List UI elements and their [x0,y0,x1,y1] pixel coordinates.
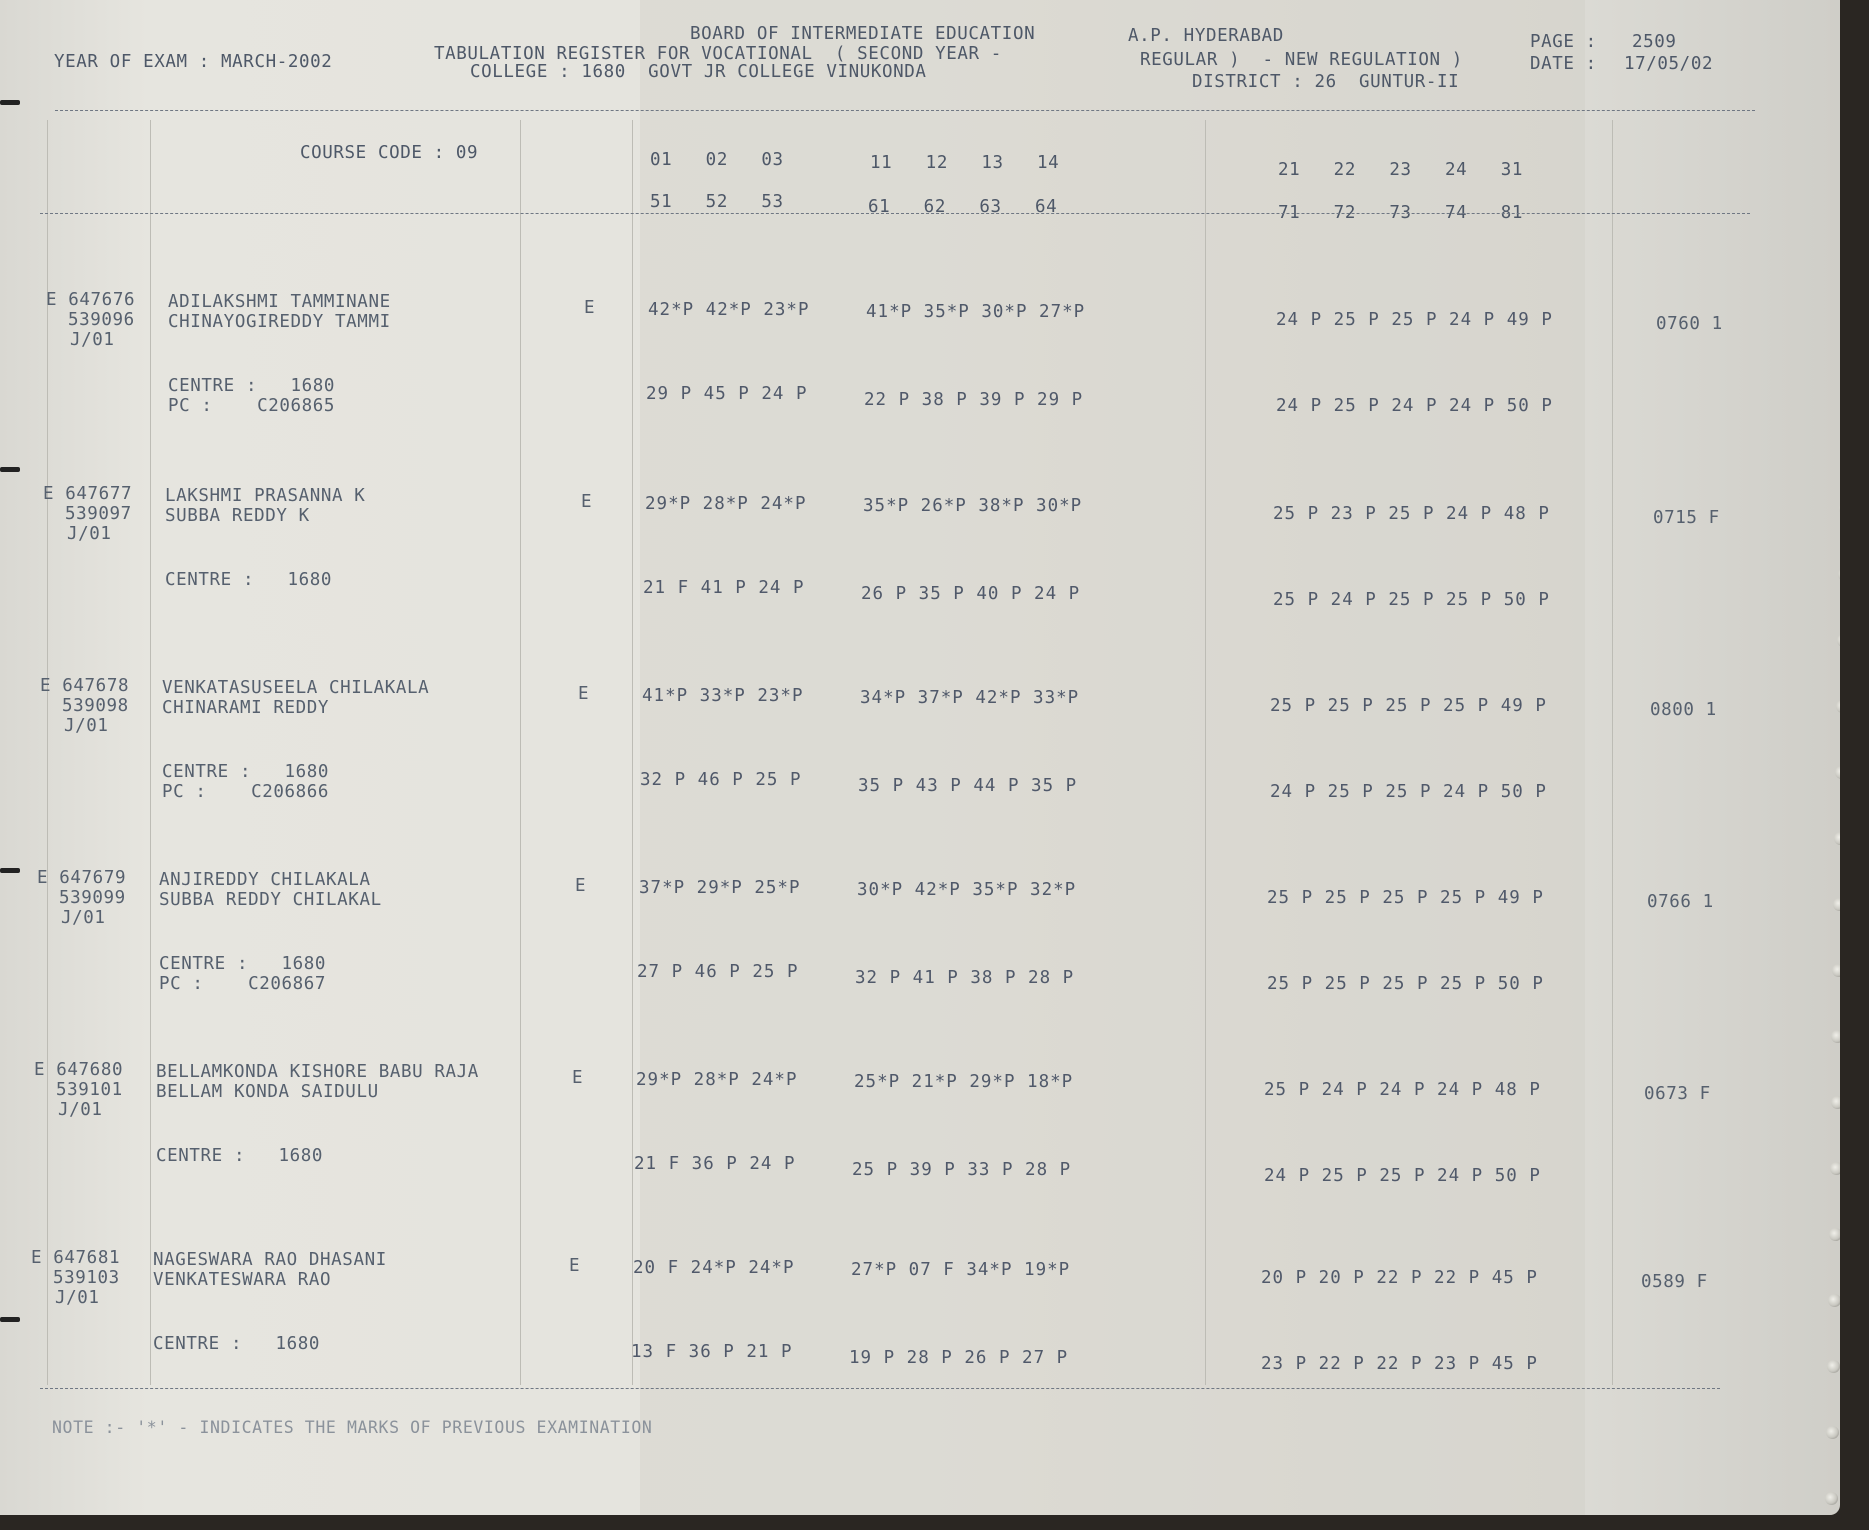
page-label: PAGE : [1530,32,1597,52]
feed-hole [1829,1228,1840,1241]
marks-year1-part2: 35*P 26*P 38*P 30*P [863,496,1083,516]
year-of-exam: YEAR OF EXAM : MARCH-2002 [54,52,333,72]
marks-year2-part3: 25 P 25 P 25 P 25 P 50 P [1267,974,1544,994]
marks-year2-part1: 29 P 45 P 24 P [646,384,808,404]
marks-year1-part3: 25 P 25 P 25 P 25 P 49 P [1270,696,1547,716]
feed-hole [1838,568,1840,581]
footer-note: NOTE :- '*' - INDICATES THE MARKS OF PREVIOUS EXAMINATION [52,1418,653,1437]
exam-centre: CENTRE : 1680 [159,954,327,974]
feed-hole [1825,1492,1838,1505]
column-rule [520,120,521,1385]
date: 17/05/02 [1624,54,1714,74]
marks-year1-part3: 25 P 25 P 25 P 25 P 49 P [1267,888,1544,908]
subject-codes-2a: 51 52 53 [650,192,784,212]
father-name: CHINARAMI REDDY [162,698,330,718]
feed-hole [1828,1294,1840,1307]
feed-hole [1832,964,1840,977]
binding-mark [0,467,20,472]
register-no: 539098 [62,696,129,716]
pc-number: PC : C206865 [168,396,336,416]
grand-total-result: 0673 F [1644,1084,1711,1104]
student-name: VENKATASUSEELA CHILAKALA [162,678,430,698]
subject-codes-1a: 01 02 03 [650,150,784,170]
feed-hole [1830,1162,1840,1175]
group-code: J/01 [55,1288,100,1308]
column-header-rule [40,213,1750,214]
regulation: REGULAR ) - NEW REGULATION ) [1140,50,1463,70]
marks-year2-part2: 25 P 39 P 33 P 28 P [852,1160,1072,1180]
marks-year1-part3: 25 P 23 P 25 P 24 P 48 P [1273,504,1550,524]
marks-year2-part1: 21 F 41 P 24 P [643,578,805,598]
register-no: 539101 [56,1080,123,1100]
feed-hole [1837,634,1840,647]
marks-year2-part2: 22 P 38 P 39 P 29 P [864,390,1084,410]
hall-ticket-no: E 647676 [46,290,136,310]
feed-hole [1836,700,1840,713]
marks-year1-part2: 25*P 21*P 29*P 18*P [854,1072,1074,1092]
marks-year2-part3: 25 P 24 P 25 P 25 P 50 P [1273,590,1550,610]
binding-mark [0,868,20,873]
course-code: COURSE CODE : 09 [300,143,479,163]
feed-hole [1839,502,1840,515]
pc-number: PC : C206866 [162,782,330,802]
grand-total-result: 0760 1 [1656,314,1723,334]
medium: E [569,1256,581,1276]
grand-total-result: 0589 F [1641,1272,1708,1292]
marks-year1-part3: 20 P 20 P 22 P 22 P 45 P [1261,1268,1538,1288]
marks-year2-part3: 23 P 22 P 22 P 23 P 45 P [1261,1354,1538,1374]
marks-year2-part1: 21 F 36 P 24 P [634,1154,796,1174]
marks-year1-part1: 29*P 28*P 24*P [645,494,807,514]
marks-year1-part1: 41*P 33*P 23*P [642,686,804,706]
student-name: ANJIREDDY CHILAKALA [159,870,371,890]
register-no: 539096 [68,310,135,330]
subject-codes-2c: 71 72 73 74 81 [1278,203,1523,223]
pc-number: PC : C206867 [159,974,327,994]
college-name: COLLEGE : 1680 GOVT JR COLLEGE VINUKONDA [470,62,927,82]
marks-year2-part2: 35 P 43 P 44 P 35 P [858,776,1078,796]
exam-centre: CENTRE : 1680 [153,1334,321,1354]
register-no: 539099 [59,888,126,908]
exam-centre: CENTRE : 1680 [162,762,330,782]
subject-codes-2b: 61 62 63 64 [868,197,1058,217]
marks-year1-part3: 25 P 24 P 24 P 24 P 48 P [1264,1080,1541,1100]
group-code: J/01 [64,716,109,736]
grand-total-result: 0800 1 [1650,700,1717,720]
header-rule [55,110,1755,111]
marks-year1-part1: 29*P 28*P 24*P [636,1070,798,1090]
group-code: J/01 [58,1100,103,1120]
footer-rule [40,1388,1720,1389]
feed-hole [1835,766,1840,779]
exam-centre: CENTRE : 1680 [156,1146,324,1166]
marks-year1-part1: 37*P 29*P 25*P [639,878,801,898]
register-no: 539097 [65,504,132,524]
hall-ticket-no: E 647679 [37,868,127,888]
board-name: BOARD OF INTERMEDIATE EDUCATION [690,24,1036,44]
subject-codes-1b: 11 12 13 14 [870,153,1060,173]
student-name: BELLAMKONDA KISHORE BABU RAJA [156,1062,479,1082]
student-name: LAKSHMI PRASANNA K [165,486,366,506]
student-name: NAGESWARA RAO DHASANI [153,1250,387,1270]
column-rule [1612,120,1613,1385]
medium: E [572,1068,584,1088]
grand-total-result: 0715 F [1653,508,1720,528]
marks-year1-part1: 42*P 42*P 23*P [648,300,810,320]
feed-hole [1826,1426,1839,1439]
marks-year2-part1: 13 F 36 P 21 P [631,1342,793,1362]
grand-total-result: 0766 1 [1647,892,1714,912]
exam-centre: CENTRE : 1680 [165,570,333,590]
register-no: 539103 [53,1268,120,1288]
marks-year2-part2: 26 P 35 P 40 P 24 P [861,584,1081,604]
marks-year2-part3: 24 P 25 P 25 P 24 P 50 P [1270,782,1547,802]
marks-year2-part1: 32 P 46 P 25 P [640,770,802,790]
marks-year1-part2: 27*P 07 F 34*P 19*P [851,1260,1071,1280]
medium: E [578,684,590,704]
father-name: CHINAYOGIREDDY TAMMI [168,312,391,332]
group-code: J/01 [67,524,112,544]
medium: E [581,492,593,512]
feed-hole [1831,1096,1840,1109]
marks-year2-part3: 24 P 25 P 25 P 24 P 50 P [1264,1166,1541,1186]
marks-year2-part2: 19 P 28 P 26 P 27 P [849,1348,1069,1368]
column-rule [150,120,151,1385]
column-rule [632,120,633,1385]
register-title: TABULATION REGISTER FOR VOCATIONAL ( SECOND YEAR - [434,44,1002,64]
exam-centre: CENTRE : 1680 [168,376,336,396]
medium: E [584,298,596,318]
marks-year1-part1: 20 F 24*P 24*P [633,1258,795,1278]
marks-year1-part3: 24 P 25 P 25 P 24 P 49 P [1276,310,1553,330]
page-number: 2509 [1632,32,1677,52]
hall-ticket-no: E 647680 [34,1060,124,1080]
binding-mark [0,100,20,105]
feed-hole [1827,1360,1840,1373]
marks-year2-part1: 27 P 46 P 25 P [637,962,799,982]
marks-year2-part2: 32 P 41 P 38 P 28 P [855,968,1075,988]
marks-year1-part2: 30*P 42*P 35*P 32*P [857,880,1077,900]
column-rule [1205,120,1206,1385]
father-name: VENKATESWARA RAO [153,1270,332,1290]
hall-ticket-no: E 647681 [31,1248,121,1268]
marks-year1-part2: 41*P 35*P 30*P 27*P [866,302,1086,322]
father-name: BELLAM KONDA SAIDULU [156,1082,379,1102]
feed-hole [1834,832,1840,845]
state-name: A.P. HYDERABAD [1128,26,1284,46]
feed-hole [1833,898,1840,911]
feed-hole [1831,1030,1840,1043]
marks-year2-part3: 24 P 25 P 24 P 24 P 50 P [1276,396,1553,416]
father-name: SUBBA REDDY CHILAKAL [159,890,382,910]
date-label: DATE : [1530,54,1597,74]
father-name: SUBBA REDDY K [165,506,310,526]
hall-ticket-no: E 647677 [43,484,133,504]
hall-ticket-no: E 647678 [40,676,130,696]
student-name: ADILAKSHMI TAMMINANE [168,292,391,312]
binding-mark [0,1317,20,1322]
marks-year1-part2: 34*P 37*P 42*P 33*P [860,688,1080,708]
subject-codes-1c: 21 22 23 24 31 [1278,160,1523,180]
group-code: J/01 [61,908,106,928]
district: DISTRICT : 26 GUNTUR-II [1192,72,1460,92]
medium: E [575,876,587,896]
group-code: J/01 [70,330,115,350]
